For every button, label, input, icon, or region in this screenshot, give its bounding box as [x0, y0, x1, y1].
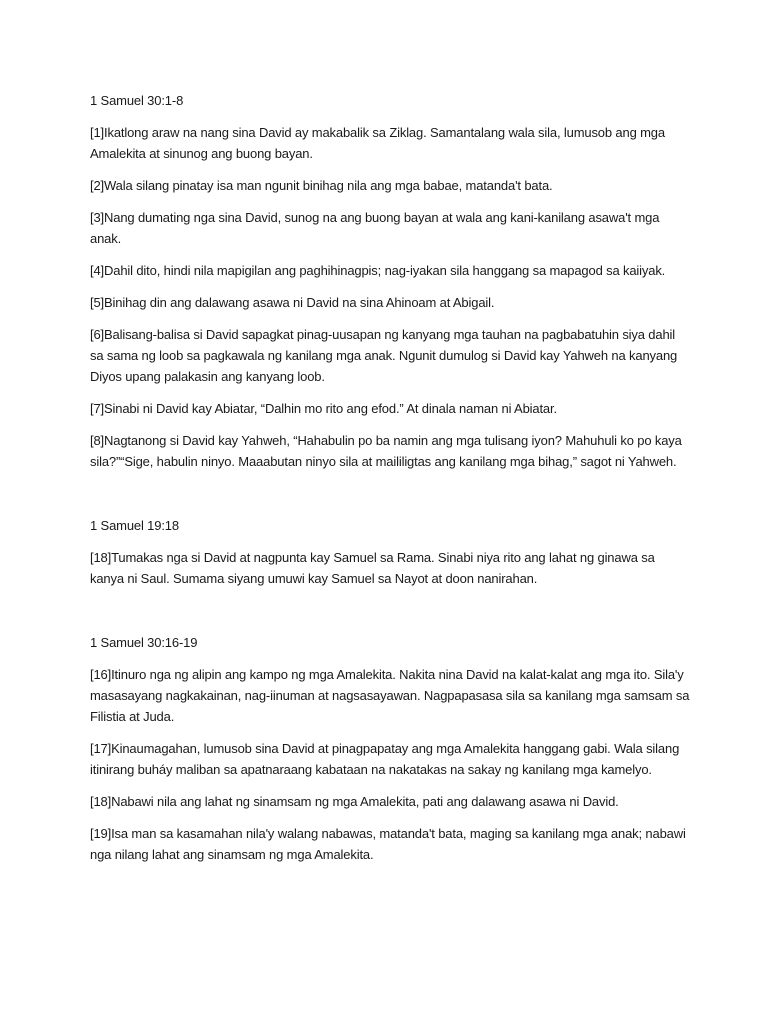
- verse: [2]Wala silang pinatay isa man ngunit binihag nila ang mga babae, matanda't bata.: [90, 178, 553, 193]
- verse: [6]Balisang-balisa si David sapagkat pinag-uusapan ng kanyang mga tauhan na pagbabatuhin siya dahil sa sama ng loob sa pagkawala ng kanilang mga anak. Ngunit dumulog si David kay Yahweh na kanyang Diyos upang palakasin ang kanyang loob.: [90, 327, 678, 384]
- section-title: 1 Samuel 30:1-8: [90, 93, 184, 108]
- section-spacer: [90, 600, 690, 632]
- verse: [16]Itinuro nga ng alipin ang kampo ng mga Amalekita. Nakita nina David na kalat-kalat ang mga ito. Sila'y masasayang nagkakainan, nag-iinuman at nagsasayawan. Nagpapasasa sila sa kanilang mga samsam sa Filistia at Juda.: [90, 667, 690, 724]
- verse: [19]Isa man sa kasamahan nila'y walang nabawas, matanda't bata, maging sa kanilang mga anak; nabawi nga nilang lahat ang sinamsam ng mga Amalekita.: [90, 826, 686, 862]
- section-title: 1 Samuel 30:16-19: [90, 635, 198, 650]
- verse: [18]Nabawi nila ang lahat ng sinamsam ng mga Amalekita, pati ang dalawang asawa ni David.: [90, 794, 619, 809]
- verse: [18]Tumakas nga si David at nagpunta kay Samuel sa Rama. Sinabi niya rito ang lahat ng ginawa sa kanya ni Saul. Sumama siyang umuwi kay Samuel sa Nayot at doon nanirahan.: [90, 550, 655, 586]
- document-content: [90, 90, 690, 876]
- section-spacer: [90, 483, 690, 515]
- verse: [17]Kinaumagahan, lumusob sina David at pinagpapatay ang mga Amalekita hanggang gabi. Wala silang itinirang buháy maliban sa apatnaraang kabataan na nakatakas na sakay ng kanilang mga kamelyo.: [90, 741, 680, 777]
- verse: [4]Dahil dito, hindi nila mapigilan ang paghihinagpis; nag-iyakan sila hanggang sa mapagod sa kaiiyak.: [90, 263, 666, 278]
- section-1-samuel-19-18: [90, 515, 690, 589]
- section-1-samuel-30-16-19: [90, 632, 690, 865]
- verse: [1]Ikatlong araw na nang sina David ay makabalik sa Ziklag. Samantalang wala sila, lumusob ang mga Amalekita at sinunog ang buong bayan.: [90, 125, 665, 161]
- verse: [8]Nagtanong si David kay Yahweh, “Hahabulin po ba namin ang mga tulisang iyon? Mahuhuli ko po kaya sila?”“Sige, habulin ninyo. Maaabutan ninyo sila at maililigtas ang kanilang mga bihag,” sagot ni Yahweh.: [90, 433, 682, 469]
- section-title: 1 Samuel 19:18: [90, 518, 179, 533]
- verse: [7]Sinabi ni David kay Abiatar, “Dalhin mo rito ang efod.” At dinala naman ni Abiatar.: [90, 401, 557, 416]
- verse: [5]Binihag din ang dalawang asawa ni David na sina Ahinoam at Abigail.: [90, 295, 495, 310]
- verse: [3]Nang dumating nga sina David, sunog na ang buong bayan at wala ang kani-kanilang asawa't mga anak.: [90, 210, 660, 246]
- section-1-samuel-30-1-8: [90, 90, 690, 472]
